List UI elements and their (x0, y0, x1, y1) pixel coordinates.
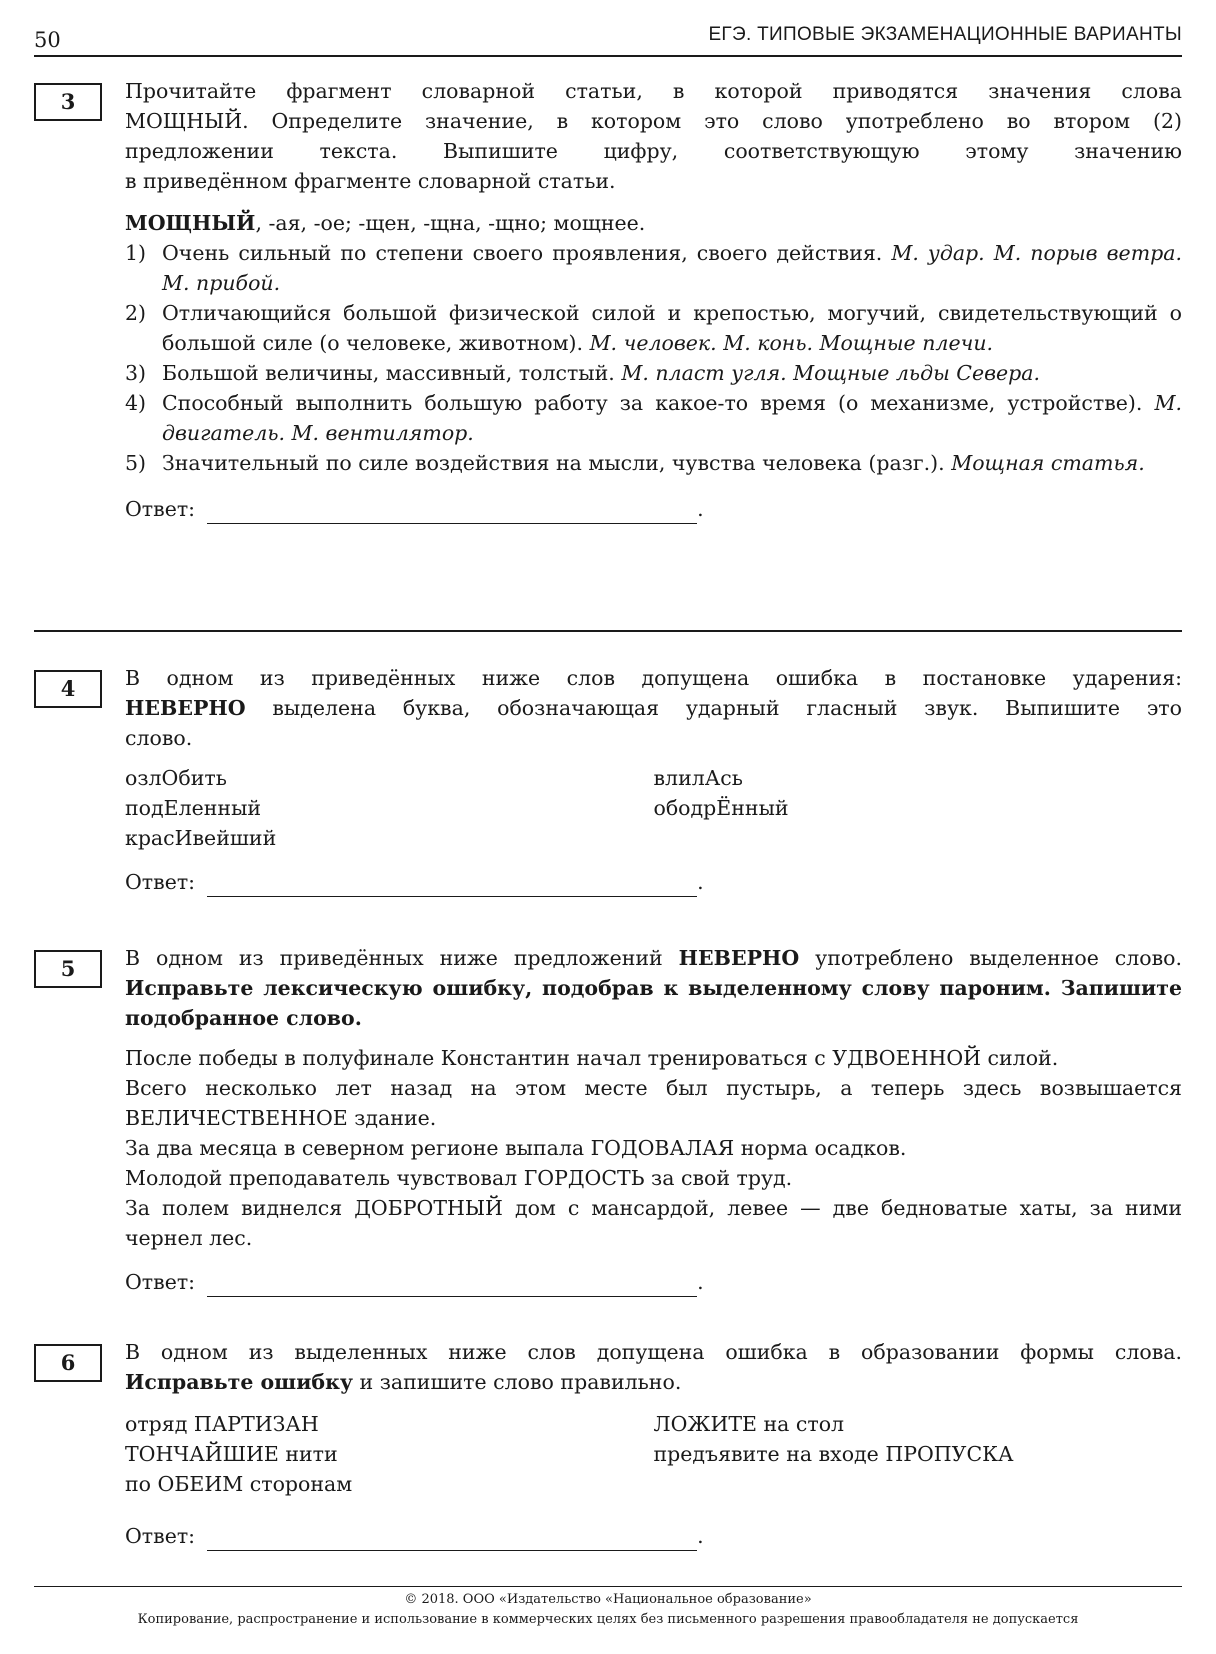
sense-number: 4) (125, 391, 147, 415)
word-columns (125, 763, 1182, 853)
dictionary-sense (125, 298, 1182, 358)
task-3-intro-line: МОЩНЫЙ. Определите значение, в котором это слово употреблено во втором (2) (125, 109, 1182, 133)
word-columns (125, 1409, 1182, 1499)
dictionary-sense (125, 238, 1182, 298)
dictionary-headword-line (125, 208, 1182, 238)
answer-line[interactable] (207, 1528, 697, 1551)
sense-text: Отличающийся большой физической силой и крепостью, могучий, свидетельствующий о большой силе (о человеке, животном). (162, 301, 1182, 355)
word-option: ЛОЖИТЕ на стол (653, 1412, 845, 1436)
word-option: влилАсь (653, 766, 743, 790)
sentence: За два месяца в северном регионе выпала ГОДОВАЛАЯ норма осадков. (125, 1136, 907, 1160)
answer-row: Ответ: . (125, 867, 1182, 897)
sense-example: М. человек. М. конь. Мощные плечи. (589, 331, 994, 355)
sense-number: 2) (125, 301, 147, 325)
task-4-intro-line: слово. (125, 726, 193, 750)
task-5-instruction: Исправьте лексическую ошибку, подобрав к выделенному слову пароним. Запишите подобранное слово. (125, 976, 1182, 1030)
sentence: Всего несколько лет назад на этом месте был пустырь, а теперь здесь возвышается ВЕЛИЧЕСТВЕННОЕ здание. (125, 1076, 1182, 1130)
sense-example: М. пласт угля. Мощные льды Севера. (621, 361, 1041, 385)
word-column-right (654, 1409, 1183, 1499)
task-4-body (125, 663, 1182, 897)
emphasis-word: НЕВЕРНО (678, 946, 800, 970)
sense-number: 3) (125, 361, 147, 385)
sentence: Молодой преподаватель чувствовал ГОРДОСТЬ за свой труд. (125, 1166, 793, 1190)
dictionary-headword: МОЩНЫЙ (125, 211, 256, 235)
sentence-list (125, 1043, 1182, 1253)
answer-line[interactable] (207, 1274, 697, 1297)
sense-example: М. удар. М. порыв ветра. М. прибой. (162, 241, 1182, 295)
running-title: ЕГЭ. ТИПОВЫЕ ЭКЗАМЕНАЦИОННЫЕ ВАРИАНТЫ (708, 24, 1182, 45)
word-column-left (125, 763, 654, 853)
answer-label: Ответ: (125, 870, 196, 894)
word-option: озлОбить (125, 766, 227, 790)
sense-number: 1) (125, 241, 147, 265)
section-divider (34, 630, 1182, 632)
answer-label: Ответ: (125, 497, 196, 521)
word-option: ТОНЧАЙШИЕ нити (125, 1442, 338, 1466)
sense-number: 5) (125, 451, 147, 475)
answer-label: Ответ: (125, 1270, 196, 1294)
sense-example: Мощная статья. (951, 451, 1145, 475)
word-option: по ОБЕИМ сторонам (125, 1472, 353, 1496)
footer-notice: Копирование, распространение и использование в коммерческих целях без письменного разрешения правообладателя не допускается (137, 1612, 1079, 1627)
task-6-instruction: Исправьте ошибку (125, 1370, 354, 1394)
header-rule (34, 55, 1182, 57)
sentence: За полем виднелся ДОБРОТНЫЙ дом с мансардой, левее — две бедноватые хаты, за ними чернел лес. (125, 1196, 1182, 1250)
answer-line[interactable] (207, 501, 697, 524)
footer-copyright: © 2018. ООО «Издательство «Национальное образование» (404, 1592, 812, 1607)
task-number-badge: 3 (34, 83, 102, 121)
word-column-right (654, 763, 1183, 853)
task-3-body (125, 76, 1182, 524)
sense-example: М. двигатель. М. вентилятор. (162, 391, 1182, 445)
footer-rule (34, 1586, 1182, 1587)
dictionary-sense (125, 358, 1182, 388)
word-column-left (125, 1409, 654, 1499)
sentence: После победы в полуфинале Константин начал тренироваться с УДВОЕННОЙ силой. (125, 1046, 1059, 1070)
task-6-intro-line: и запишите слово правильно. (353, 1370, 682, 1394)
task-4-intro-line: В одном из приведённых ниже слов допущена ошибка в постановке ударения: (125, 666, 1182, 690)
dictionary-sense (125, 448, 1182, 478)
dictionary-sense (125, 388, 1182, 448)
answer-label: Ответ: (125, 1524, 196, 1548)
sense-text: Способный выполнить большую работу за какое-то время (о механизме, устройстве). (162, 391, 1143, 415)
answer-row: Ответ: . (125, 1521, 1182, 1551)
answer-row: Ответ: . (125, 1267, 1182, 1297)
word-option: ободрЁнный (653, 796, 789, 820)
answer-row: Ответ: . (125, 494, 1182, 524)
task-5-intro: В одном из приведённых ниже предложений НЕВЕРНО употреблено выделенное слово. Исправьте лексическую ошибку, подобрав к выделенному слову пароним. Запишите подобранное слово. (125, 946, 1182, 1030)
page-number: 50 (34, 28, 61, 52)
word-option: красИвейший (125, 826, 277, 850)
emphasis-word: НЕВЕРНО (125, 696, 246, 720)
task-number-badge: 6 (34, 1344, 102, 1382)
headword-forms: , -ая, -ое; -щен, -щна, -щно; мощнее. (255, 211, 646, 235)
task-5-body (125, 943, 1182, 1297)
sense-text: Большой величины, массивный, толстый. (162, 361, 615, 385)
word-option: предъявите на входе ПРОПУСКА (653, 1442, 1014, 1466)
task-3-intro-line: Прочитайте фрагмент словарной статьи, в которой приводятся значения слова (125, 79, 1182, 103)
task-6-body (125, 1337, 1182, 1551)
word-option: подЕленный (125, 796, 262, 820)
task-number-badge: 5 (34, 950, 102, 988)
sense-text: Очень сильный по степени своего проявления, своего действия. (162, 241, 883, 265)
task-3-intro-line: предложении текста. Выпишите цифру, соответствующую этому значению (125, 139, 1182, 163)
task-6-intro-line: В одном из выделенных ниже слов допущена ошибка в образовании формы слова. (125, 1340, 1182, 1364)
sense-text: Значительный по силе воздействия на мысли, чувства человека (разг.). (162, 451, 945, 475)
answer-line[interactable] (207, 874, 697, 897)
task-number-badge: 4 (34, 670, 102, 708)
task-4-intro-line: выделена буква, обозначающая ударный гласный звук. Выпишите это (245, 696, 1182, 720)
word-option: отряд ПАРТИЗАН (125, 1412, 319, 1436)
task-3-intro-line: в приведённом фрагменте словарной статьи. (125, 169, 616, 193)
